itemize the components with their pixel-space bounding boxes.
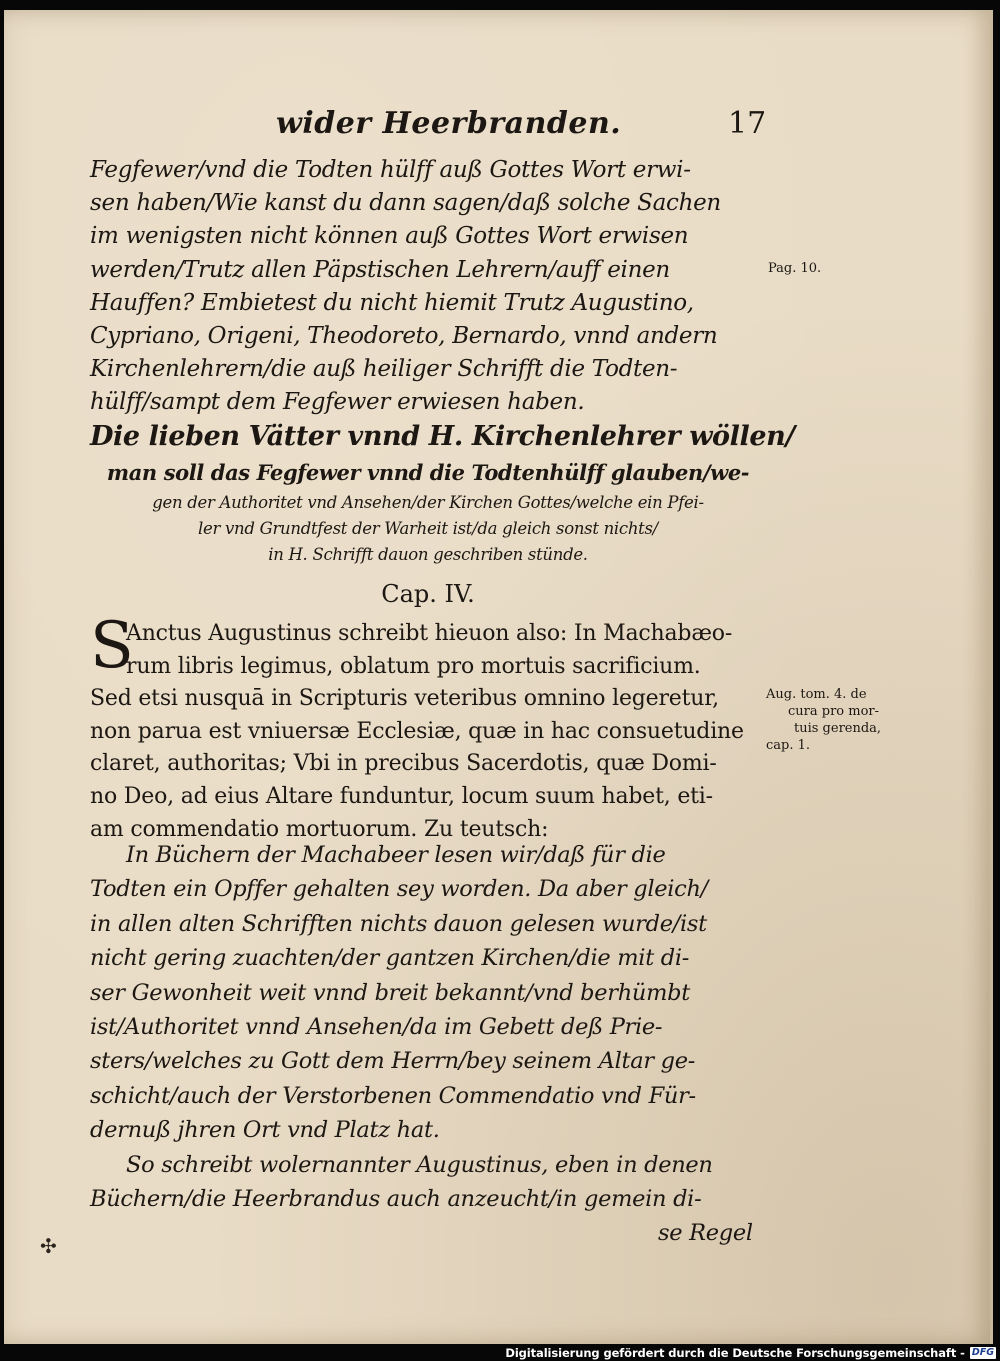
text-line: sen haben/Wie kanst du dann sagen/daß solche Sachen — [90, 190, 721, 217]
margin-note-line: tuis gerenda, — [794, 721, 882, 736]
funding-credit: Digitalisierung gefördert durch die Deutsche Forschungsgemeinschaft - — [505, 1345, 965, 1360]
text-line: ser Gewonheit weit vnnd breit bekannt/vnd berhümbt — [90, 979, 690, 1006]
text-line: Kirchenlehrern/die auß heiliger Schrifft die Todten- — [90, 356, 678, 383]
text-line: am commendatio mortuorum. Zu teutsch: — [90, 816, 549, 842]
section-heading — [90, 418, 795, 568]
text-line: schicht/auch der Verstorbenen Commendatio vnd Für- — [90, 1082, 696, 1109]
heading-line: man soll das Fegfewer vnnd die Todtenhülff glauben/we- — [106, 460, 750, 485]
margin-note-line: Aug. tom. 4. de — [766, 687, 867, 702]
text-line: im wenigsten nicht können auß Gottes Wort erwisen — [90, 223, 689, 250]
text-line: claret, authoritas; Vbi in precibus Sacerdotis, quæ Domi- — [90, 751, 717, 777]
text-line: werden/Trutz allen Päpstischen Lehrern/auff einen — [90, 256, 670, 283]
book-page — [4, 10, 993, 1344]
printer-ornament-icon: ✣ — [40, 1234, 57, 1258]
chapter-title: Cap. IV. — [381, 580, 475, 608]
text-line: sters/welches zu Gott dem Herrn/bey seinem Altar ge- — [90, 1048, 696, 1075]
margin-note-line: cap. 1. — [766, 738, 811, 753]
text-line: non parua est vniuersæ Ecclesiæ, quæ in hac consuetudine — [90, 718, 744, 744]
page-number: 17 — [728, 106, 767, 141]
text-line: in allen alten Schrifften nichts dauon gelesen wurde/ist — [90, 910, 707, 937]
text-line: Cypriano, Origeni, Theodoreto, Bernardo, vnnd andern — [90, 323, 718, 350]
heading-line: in H. Schrifft dauon geschriben stünde. — [268, 545, 588, 564]
text-line: Sed etsi nusquā in Scripturis veteribus omnino legeretur, — [90, 686, 719, 712]
text-line: nicht gering zuachten/der gantzen Kirchen/die mit di- — [90, 945, 690, 972]
text-line: hülff/sampt dem Fegfewer erwiesen haben. — [90, 389, 585, 416]
paragraph-latin — [90, 618, 766, 846]
margin-note-line: cura pro mor- — [788, 704, 880, 719]
heading-line: gen der Authoritet vnd Ansehen/der Kirchen Gottes/welche ein Pfei- — [152, 493, 704, 512]
margin-note-page-ref: Pag. 10. — [768, 261, 822, 276]
digitization-credit-bar — [505, 1344, 1000, 1361]
text-line: no Deo, ad eius Altare funduntur, locum suum habet, eti- — [90, 783, 713, 809]
text-line: ist/Authoritet vnnd Ansehen/da im Gebett deß Prie- — [90, 1014, 663, 1041]
text-line: In Büchern der Machabeer lesen wir/daß für die — [126, 842, 666, 868]
catchword: se Regel — [658, 1220, 753, 1247]
dfg-logo: DFG — [971, 1347, 994, 1358]
heading-line: Die lieben Vätter vnnd H. Kirchenlehrer wöllen/ — [90, 421, 795, 452]
drop-cap: S — [90, 609, 134, 683]
text-line: Fegfewer/vnd die Todten hülff auß Gottes Wort erwi- — [90, 157, 691, 183]
text-line: rum libris legimus, oblatum pro mortuis sacrificium. — [126, 653, 701, 679]
running-head: wider Heerbranden. — [276, 106, 622, 141]
paragraph-german — [90, 838, 766, 1251]
text-line: Anctus Augustinus schreibt hieuon also: In Machabæo- — [126, 621, 733, 646]
text-line: Büchern/die Heerbrandus auch anzeucht/in gemein di- — [90, 1186, 702, 1213]
text-line: Todten ein Opffer gehalten sey worden. Da aber gleich/ — [90, 876, 708, 903]
heading-line: ler vnd Grundtfest der Warheit ist/da gleich sonst nichts/ — [198, 519, 658, 538]
text-line: So schreibt wolernannter Augustinus, eben in denen — [126, 1151, 713, 1178]
text-line: dernuß jhren Ort vnd Platz hat. — [90, 1117, 440, 1144]
paragraph-intro — [90, 154, 766, 420]
margin-note-citation — [766, 686, 881, 754]
text-line: Hauffen? Embietest du nicht hiemit Trutz Augustino, — [90, 289, 694, 316]
